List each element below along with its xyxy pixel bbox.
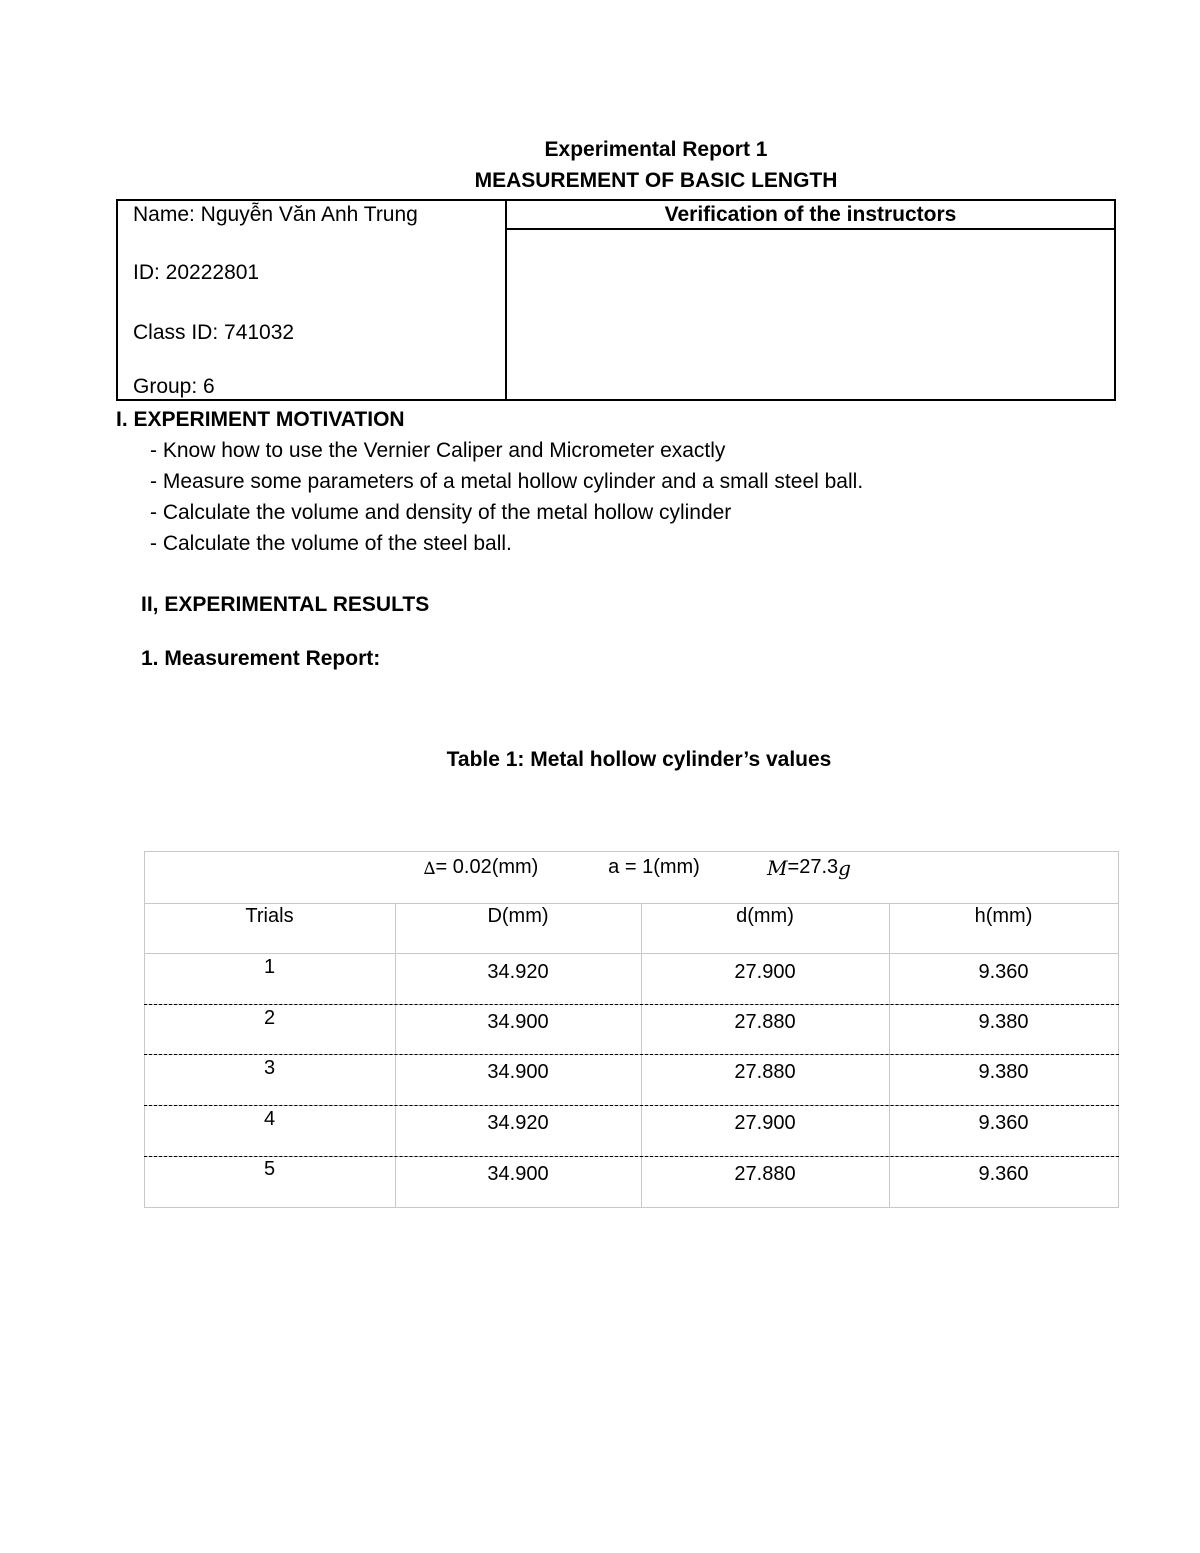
results-heading: II, EXPERIMENTAL RESULTS	[141, 593, 430, 616]
delta-constant	[406, 856, 556, 879]
mass-symbol: M	[767, 856, 788, 880]
trial-cell: 3	[263, 1057, 276, 1079]
height-cell: 9.360	[978, 961, 1029, 983]
inner-diameter-cell: 27.880	[734, 1011, 796, 1033]
mass-constant	[754, 856, 864, 880]
inner-diameter-cell: 27.880	[734, 1163, 796, 1185]
student-id: ID: 20222801	[133, 261, 260, 284]
motivation-item: - Measure some parameters of a metal hollow cylinder and a small steel ball.	[150, 470, 864, 493]
trial-cell: 4	[263, 1108, 276, 1130]
outer-diameter-cell: 34.900	[487, 1163, 549, 1185]
column-header-trials: Trials	[245, 905, 294, 927]
outer-diameter-cell: 34.900	[487, 1061, 549, 1083]
height-cell: 9.360	[978, 1163, 1029, 1185]
column-header-inner-diameter: d(mm)	[736, 905, 794, 927]
delta-symbol: ∆	[423, 859, 436, 879]
report-title: Experimental Report 1	[544, 138, 768, 161]
motivation-item: - Calculate the volume of the steel ball.	[150, 532, 512, 555]
motivation-heading: I. EXPERIMENT MOTIVATION	[116, 408, 405, 431]
outer-diameter-cell: 34.900	[487, 1011, 549, 1033]
inner-diameter-cell: 27.880	[734, 1061, 796, 1083]
student-info-table	[116, 199, 1116, 401]
trial-cell: 5	[263, 1158, 276, 1180]
table-caption: Table 1: Metal hollow cylinder’s values	[446, 748, 832, 771]
motivation-item: - Calculate the volume and density of the metal hollow cylinder	[150, 501, 732, 524]
inner-diameter-cell: 27.900	[734, 961, 796, 983]
height-cell: 9.380	[978, 1061, 1029, 1083]
delta-value: = 0.02(mm)	[435, 856, 539, 878]
trial-cell: 2	[263, 1007, 276, 1029]
mass-value: =27.3	[787, 856, 839, 878]
height-cell: 9.380	[978, 1011, 1029, 1033]
outer-diameter-cell: 34.920	[487, 961, 549, 983]
outer-diameter-cell: 34.920	[487, 1112, 549, 1134]
a-constant: a = 1(mm)	[608, 856, 700, 878]
trial-cell: 1	[263, 956, 276, 978]
student-info-cell	[118, 201, 507, 399]
column-header-height: h(mm)	[974, 905, 1033, 927]
class-id: Class ID: 741032	[133, 321, 295, 344]
motivation-item: - Know how to use the Vernier Caliper and Micrometer exactly	[150, 439, 726, 462]
verification-cell	[507, 201, 1114, 399]
group: Group: 6	[133, 375, 215, 398]
mass-unit: g	[838, 856, 851, 880]
student-name: Name: Nguyễn Văn Anh Trung	[133, 203, 418, 226]
measurement-subheading: 1. Measurement Report:	[141, 647, 381, 670]
inner-diameter-cell: 27.900	[734, 1112, 796, 1134]
measurement-table	[144, 851, 1119, 1208]
verification-heading: Verification of the instructors	[507, 201, 1114, 230]
height-cell: 9.360	[978, 1112, 1029, 1134]
report-subtitle: MEASUREMENT OF BASIC LENGTH	[474, 169, 838, 192]
column-header-outer-diameter: D(mm)	[487, 905, 549, 927]
